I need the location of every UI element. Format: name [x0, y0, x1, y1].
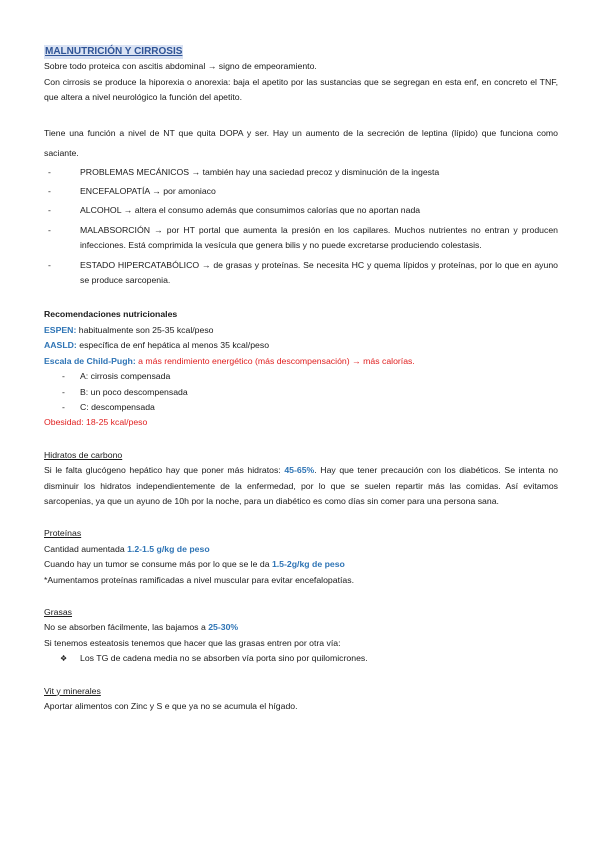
- list-item: - A: cirrosis compensada: [62, 371, 171, 382]
- page-title: MALNUTRICIÓN Y CIRROSIS: [45, 46, 183, 57]
- list-item: - C: descompensada: [62, 401, 155, 412]
- fats-line-1: No se absorben fácilmente, las bajamos a 25-30%: [44, 622, 239, 633]
- list-item: - B: un poco descompensada: [62, 386, 188, 397]
- fats-bullet: ❖ Los TG de cadena media no se absorben vía porta sino por quilomicrones.: [44, 651, 558, 666]
- causes-list: [44, 165, 558, 289]
- function-paragraph: Tiene una función a nivel de NT que quita DOPA y ser. Hay un aumento de la secreción de leptina (lípido) que funciona como saciante.: [44, 127, 558, 158]
- document-body: [44, 44, 558, 714]
- list-item: - ALCOHOL → altera el consumo además que consumimos calorías que no aportan nada: [48, 205, 421, 216]
- vitamins-line-1: Aportar alimentos con Zinc y S e que ya no se acumula el hígado.: [44, 701, 298, 711]
- proteins-line-3: *Aumentamos proteínas ramificadas a nivel muscular para evitar encefalopatías.: [44, 574, 355, 585]
- intro-line-2: Con cirrosis se produce la hiporexia o anorexia: baja el apetito por las sustancias que se segregan en esta enf, en concreto el TNF, que altera a nivel neurológico la función del apetito.: [44, 76, 558, 103]
- list-item: - MALABSORCIÓN → por HT portal que aumenta la presión en los capilares. Muchos nutrientes no entran y producen infecciones. Está comprimida la vesícula que genera bilis y no puede excretarse produciendo colestasis.: [48, 224, 558, 251]
- proteins-line-1: Cantidad aumentada 1.2-1.5 g/kg de peso: [44, 543, 210, 554]
- carbs-paragraph: Si le falta glucógeno hepático hay que poner más hidratos: 45-65%. Hay que tener precaución con los diabéticos. Se intenta no disminuir los hidratos independientemente de la enfermedad, por lo que se suelen repartir más las comidas. Así evitamos sarcopenias, ya que un ayuno de 10h por la noche, para un diabético es como días sin comer para una persona sana.: [44, 465, 558, 506]
- list-item: - PROBLEMAS MECÁNICOS → también hay una saciedad precoz y disminución de la ingesta: [48, 166, 440, 177]
- proteins-heading: Proteínas: [44, 528, 82, 539]
- child-pugh-line: Escala de Child-Pugh: a más rendimiento energético (más descompensación) → más calorías.: [44, 355, 415, 366]
- recommendations-heading: Recomendaciones nutricionales: [44, 309, 178, 320]
- list-item: - ESTADO HIPERCATABÓLICO → de grasas y proteínas. Se necesita HC y quema lípidos y proteínas, por lo que en ayuno se produce sarcopenia.: [48, 259, 558, 286]
- vitamins-heading: Vit y minerales: [44, 685, 101, 696]
- espen-line: ESPEN: habitualmente son 25-35 kcal/peso: [44, 324, 214, 335]
- list-item: - ENCEFALOPATÍA → por amoniaco: [48, 186, 216, 197]
- obesity-line: Obesidad: 18-25 kcal/peso: [44, 417, 148, 428]
- proteins-line-2: Cuando hay un tumor se consume más por lo que se le da 1.5-2g/kg de peso: [44, 559, 345, 570]
- intro-line-1: Sobre todo proteica con ascitis abdominal → signo de empeoramiento.: [44, 61, 317, 72]
- fats-line-2: Si tenemos esteatosis tenemos que hacer que las grasas entren por otra vía:: [44, 637, 341, 648]
- fats-heading: Grasas: [44, 606, 73, 617]
- carbs-heading: Hidratos de carbono: [44, 449, 123, 460]
- child-pugh-list: [44, 369, 558, 415]
- diamond-bullet-icon: ❖: [60, 654, 68, 664]
- aasld-line: AASLD: específica de enf hepática al menos 35 kcal/peso: [44, 340, 270, 351]
